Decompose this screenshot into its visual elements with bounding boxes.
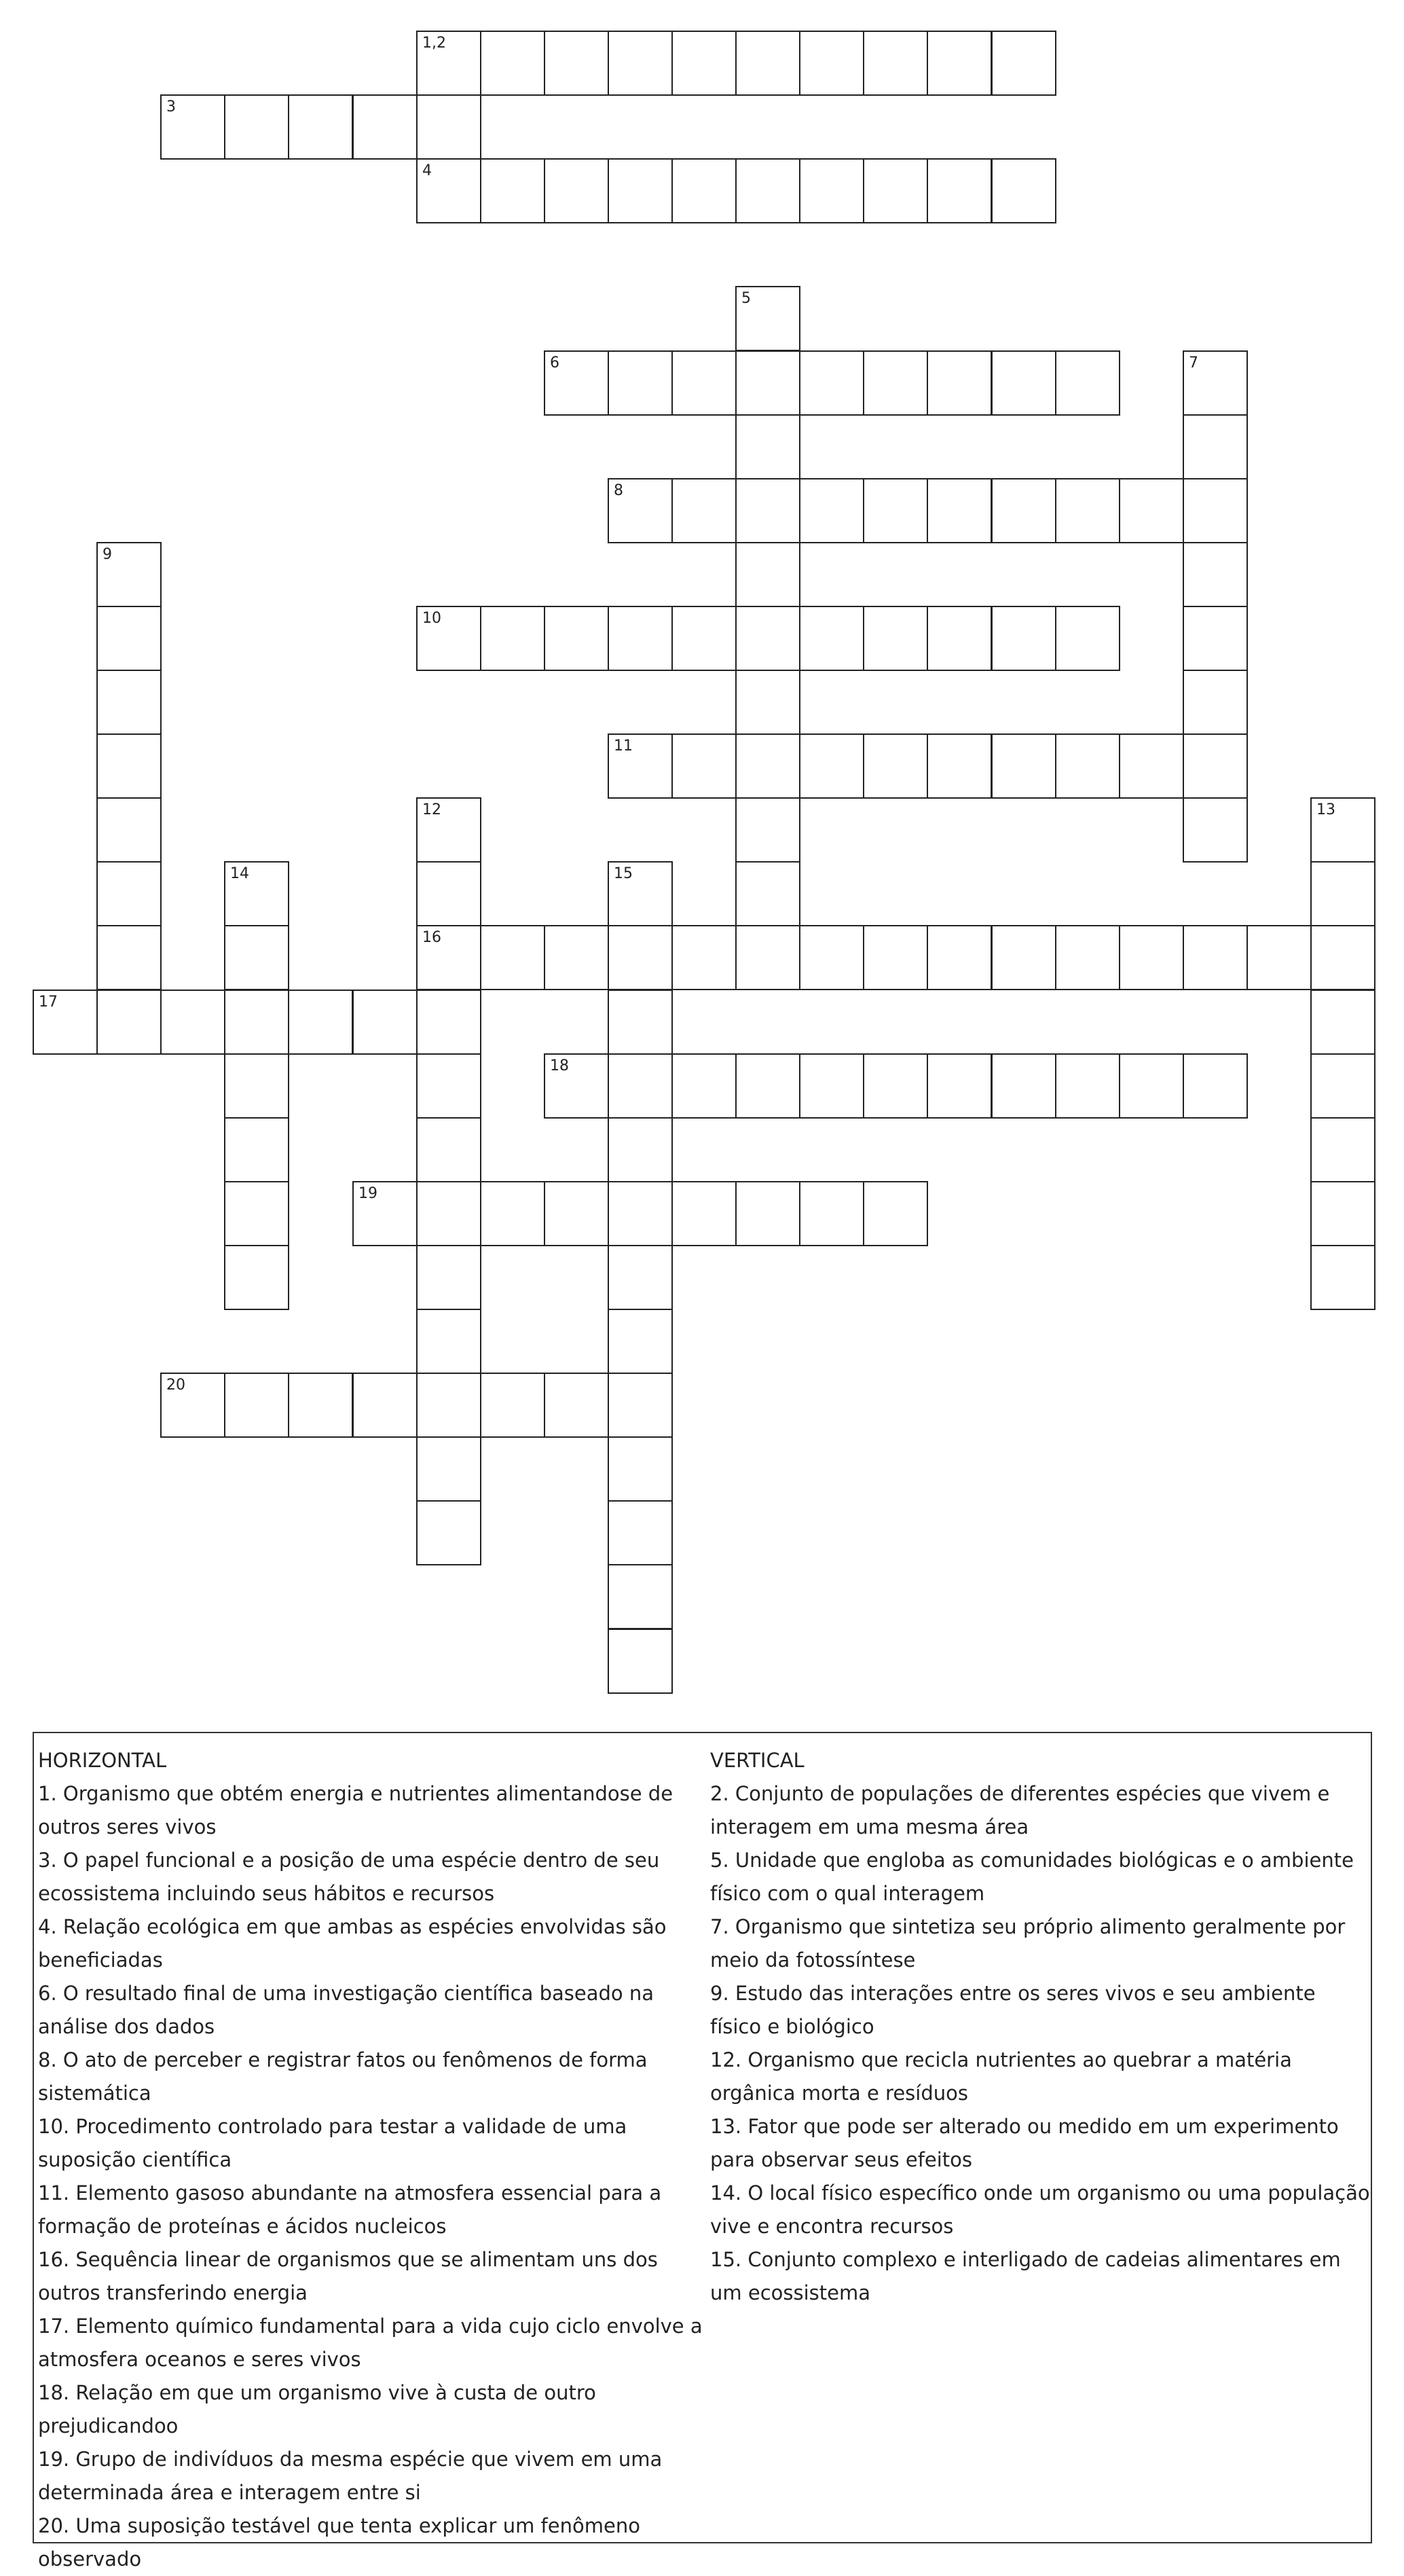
grid-cell[interactable] (608, 1373, 673, 1438)
grid-cell[interactable] (416, 990, 481, 1055)
clue-across: 20. Uma suposição testável que tenta explicar um fenômeno observado (38, 2514, 640, 2571)
grid-cell[interactable] (671, 1053, 737, 1119)
clue-across: 10. Procedimento controlado para testar a validade de uma suposição científica (38, 2115, 627, 2171)
clue-number: 11 (614, 738, 633, 755)
clue-number: 16 (422, 929, 441, 946)
across-clues-column (38, 1744, 703, 2576)
grid-cell[interactable] (991, 350, 1056, 416)
grid-cell[interactable] (480, 606, 545, 671)
grid-cell[interactable] (1310, 1117, 1375, 1182)
grid-cell[interactable] (991, 733, 1056, 799)
grid-cell[interactable] (544, 1373, 609, 1438)
grid-cell[interactable] (863, 606, 928, 671)
grid-cell[interactable] (1183, 606, 1248, 671)
grid-cell[interactable] (1055, 606, 1120, 671)
grid-cell[interactable] (608, 478, 673, 543)
grid-cell[interactable] (1183, 414, 1248, 479)
grid-cell[interactable] (480, 31, 545, 96)
grid-cell[interactable] (352, 1181, 418, 1246)
grid-cell[interactable] (735, 861, 800, 926)
grid-cell[interactable] (416, 1117, 481, 1182)
clue-across: 19. Grupo de indivíduos da mesma espécie que vivem em uma determinada área e interagem entre si (38, 2448, 663, 2504)
grid-cell[interactable] (1119, 1053, 1184, 1119)
grid-cell[interactable] (160, 94, 225, 160)
grid-cell[interactable] (1310, 1053, 1375, 1119)
grid-cell[interactable] (96, 861, 162, 926)
grid-cell[interactable] (608, 158, 673, 223)
grid-cell[interactable] (1183, 1053, 1248, 1119)
grid-cell[interactable] (1183, 797, 1248, 863)
grid-cell[interactable] (96, 606, 162, 671)
grid-cell[interactable] (1055, 733, 1120, 799)
grid-cell[interactable] (671, 1181, 737, 1246)
grid-cell[interactable] (671, 350, 737, 416)
grid-cell[interactable] (544, 350, 609, 416)
grid-cell[interactable] (224, 861, 289, 926)
grid-cell[interactable] (480, 1373, 545, 1438)
grid-cell[interactable] (1119, 733, 1184, 799)
grid-cell[interactable] (224, 1053, 289, 1119)
grid-cell[interactable] (1119, 478, 1184, 543)
clue-down: 14. O local físico específico onde um organismo ou uma população vive e encontra recursos (710, 2181, 1370, 2238)
grid-cell[interactable] (863, 31, 928, 96)
clue-across: 6. O resultado final de uma investigação científica baseado na análise dos dados (38, 1982, 654, 2038)
grid-cell[interactable] (991, 925, 1056, 990)
grid-cell[interactable] (544, 31, 609, 96)
grid-cell[interactable] (96, 733, 162, 799)
grid-cell[interactable] (799, 1181, 864, 1246)
clue-down: 5. Unidade que engloba as comunidades biológicas e o ambiente físico com o qual interagem (710, 1849, 1354, 1905)
grid-cell[interactable] (1183, 542, 1248, 607)
grid-cell[interactable] (1310, 797, 1375, 863)
clue-across: 17. Elemento químico fundamental para a vida cujo ciclo envolve a atmosfera oceanos e seres vivos (38, 2315, 703, 2371)
grid-cell[interactable] (1183, 733, 1248, 799)
grid-cell[interactable] (96, 670, 162, 735)
grid-cell[interactable] (416, 1373, 481, 1438)
grid-cell[interactable] (1310, 990, 1375, 1055)
grid-cell[interactable] (735, 797, 800, 863)
grid-cell[interactable] (863, 350, 928, 416)
grid-cell[interactable] (671, 925, 737, 990)
clue-number: 18 (550, 1057, 569, 1074)
grid-cell[interactable] (927, 1053, 992, 1119)
grid-cell[interactable] (416, 861, 481, 926)
grid-cell[interactable] (416, 606, 481, 671)
clues-box (33, 1732, 1372, 2571)
grid-cell[interactable] (416, 1053, 481, 1119)
grid-cell[interactable] (927, 158, 992, 223)
grid-cell[interactable] (735, 1053, 800, 1119)
grid-cell[interactable] (991, 1053, 1056, 1119)
grid-cell[interactable] (799, 31, 864, 96)
grid-cell[interactable] (863, 1181, 928, 1246)
clue-down: 15. Conjunto complexo e interligado de cadeias alimentares em um ecossistema (710, 2248, 1341, 2304)
grid-cell[interactable] (352, 1373, 418, 1438)
grid-cell[interactable] (33, 990, 98, 1055)
grid-cell[interactable] (544, 1181, 609, 1246)
clue-down: 13. Fator que pode ser alterado ou medido em um experimento para observar seus efeitos (710, 2115, 1339, 2171)
grid-cell[interactable] (799, 1053, 864, 1119)
clue-number: 15 (614, 865, 633, 882)
clue-number: 9 (103, 546, 112, 563)
grid-cell[interactable] (1246, 925, 1312, 990)
grid-cell[interactable] (1183, 350, 1248, 416)
grid-cell[interactable] (608, 1181, 673, 1246)
grid-cell[interactable] (608, 1117, 673, 1182)
grid-cell[interactable] (224, 1373, 289, 1438)
grid-cell[interactable] (96, 797, 162, 863)
grid-cell[interactable] (608, 990, 673, 1055)
grid-cell[interactable] (991, 31, 1056, 96)
grid-cell[interactable] (671, 606, 737, 671)
grid-cell[interactable] (544, 1053, 609, 1119)
grid-cell[interactable] (608, 1436, 673, 1502)
clue-across: 11. Elemento gasoso abundante na atmosfera essencial para a formação de proteínas e ácidos nucleicos (38, 2181, 662, 2238)
grid-cell[interactable] (288, 94, 353, 160)
clue-number: 7 (1189, 355, 1198, 371)
grid-cell[interactable] (224, 990, 289, 1055)
grid-cell[interactable] (1055, 478, 1120, 543)
grid-cell[interactable] (608, 1500, 673, 1565)
grid-cell[interactable] (927, 733, 992, 799)
grid-cell[interactable] (1119, 925, 1184, 990)
clue-number: 14 (230, 865, 249, 882)
grid-cell[interactable] (799, 925, 864, 990)
clue-number: 13 (1316, 801, 1335, 818)
grid-cell[interactable] (735, 670, 800, 735)
clue-down: 2. Conjunto de populações de diferentes espécies que vivem e interagem em uma mesma área (710, 1782, 1330, 1838)
clue-number: 20 (166, 1377, 185, 1394)
grid-cell[interactable] (1055, 925, 1120, 990)
grid-cell[interactable] (1055, 350, 1120, 416)
grid-cell[interactable] (608, 1309, 673, 1374)
grid-cell[interactable] (480, 1181, 545, 1246)
grid-cell[interactable] (735, 286, 800, 351)
grid-cell[interactable] (608, 31, 673, 96)
grid-cell[interactable] (735, 606, 800, 671)
grid-cell[interactable] (96, 542, 162, 607)
grid-cell[interactable] (160, 1373, 225, 1438)
grid-cell[interactable] (288, 990, 353, 1055)
grid-cell[interactable] (863, 1053, 928, 1119)
grid-cell[interactable] (224, 1117, 289, 1182)
grid-cell[interactable] (735, 158, 800, 223)
clue-number: 10 (422, 610, 441, 627)
grid-cell[interactable] (480, 158, 545, 223)
grid-cell[interactable] (927, 350, 992, 416)
clue-down: 9. Estudo das interações entre os seres vivos e seu ambiente físico e biológico (710, 1982, 1316, 2038)
grid-cell[interactable] (735, 350, 800, 416)
grid-cell[interactable] (671, 733, 737, 799)
grid-cell[interactable] (1310, 861, 1375, 926)
grid-cell[interactable] (799, 158, 864, 223)
grid-cell[interactable] (608, 925, 673, 990)
grid-cell[interactable] (416, 1245, 481, 1310)
grid-cell[interactable] (544, 925, 609, 990)
down-clues-column (710, 1744, 1370, 2310)
down-heading: VERTICAL (710, 1749, 805, 1772)
clue-number: 19 (358, 1185, 377, 1202)
grid-cell[interactable] (608, 861, 673, 926)
clue-across: 18. Relação em que um organismo vive à custa de outro prejudicandoo (38, 2381, 596, 2437)
grid-cell[interactable] (224, 94, 289, 160)
clue-across: 3. O papel funcional e a posição de uma espécie dentro de seu ecossistema incluindo seus hábitos e recursos (38, 1849, 660, 1905)
clue-number: 17 (39, 994, 58, 1011)
grid-cell[interactable] (416, 1436, 481, 1502)
clue-across: 8. O ato de perceber e registrar fatos ou fenômenos de forma sistemática (38, 2048, 648, 2105)
grid-cell[interactable] (991, 478, 1056, 543)
grid-cell[interactable] (608, 1629, 673, 1694)
grid-cell[interactable] (416, 1500, 481, 1565)
grid-cell[interactable] (416, 1181, 481, 1246)
grid-cell[interactable] (1310, 1181, 1375, 1246)
across-heading: HORIZONTAL (38, 1749, 167, 1772)
clue-number: 5 (741, 290, 751, 307)
grid-cell[interactable] (671, 478, 737, 543)
grid-cell[interactable] (352, 94, 418, 160)
grid-cell[interactable] (224, 1245, 289, 1310)
grid-cell[interactable] (735, 1181, 800, 1246)
grid-cell[interactable] (416, 1309, 481, 1374)
grid-cell[interactable] (735, 542, 800, 607)
grid-cell[interactable] (799, 478, 864, 543)
grid-cell[interactable] (1055, 1053, 1120, 1119)
clue-across: 1. Organismo que obtém energia e nutrientes alimentandose de outros seres vivos (38, 1782, 673, 1838)
grid-cell[interactable] (991, 158, 1056, 223)
grid-cell[interactable] (735, 478, 800, 543)
clue-number: 6 (550, 355, 559, 371)
grid-cell[interactable] (671, 31, 737, 96)
grid-cell[interactable] (1310, 1245, 1375, 1310)
grid-cell[interactable] (1183, 478, 1248, 543)
clue-number: 12 (422, 801, 441, 818)
clue-number: 4 (422, 162, 432, 179)
grid-cell[interactable] (863, 478, 928, 543)
grid-cell[interactable] (416, 158, 481, 223)
grid-cell[interactable] (608, 1053, 673, 1119)
grid-cell[interactable] (991, 606, 1056, 671)
grid-cell[interactable] (1183, 925, 1248, 990)
grid-cell[interactable] (927, 31, 992, 96)
grid-cell[interactable] (96, 990, 162, 1055)
grid-cell[interactable] (735, 925, 800, 990)
clue-down: 7. Organismo que sintetiza seu próprio alimento geralmente por meio da fotossíntese (710, 1915, 1346, 1972)
grid-cell[interactable] (863, 158, 928, 223)
clue-across: 16. Sequência linear de organismos que se alimentam uns dos outros transferindo energia (38, 2248, 658, 2304)
clue-across: 4. Relação ecológica em que ambas as espécies envolvidas são beneficiadas (38, 1915, 667, 1972)
grid-cell[interactable] (799, 606, 864, 671)
grid-cell[interactable] (608, 606, 673, 671)
grid-cell[interactable] (735, 733, 800, 799)
grid-cell[interactable] (544, 606, 609, 671)
grid-cell[interactable] (735, 414, 800, 479)
grid-cell[interactable] (608, 733, 673, 799)
grid-cell[interactable] (480, 925, 545, 990)
grid-cell[interactable] (799, 733, 864, 799)
grid-cell[interactable] (608, 350, 673, 416)
grid-cell[interactable] (608, 1245, 673, 1310)
grid-cell[interactable] (416, 94, 481, 160)
grid-cell[interactable] (416, 31, 481, 96)
grid-cell[interactable] (735, 31, 800, 96)
grid-cell[interactable] (224, 925, 289, 990)
clue-number: 8 (614, 482, 623, 499)
grid-cell[interactable] (544, 158, 609, 223)
grid-cell[interactable] (863, 733, 928, 799)
grid-cell[interactable] (224, 1181, 289, 1246)
grid-cell[interactable] (1310, 925, 1375, 990)
clue-number: 3 (166, 98, 176, 115)
grid-cell[interactable] (927, 925, 992, 990)
clue-number: 1,2 (422, 35, 446, 52)
grid-cell[interactable] (608, 1564, 673, 1629)
grid-cell[interactable] (416, 797, 481, 863)
grid-cell[interactable] (160, 990, 225, 1055)
grid-cell[interactable] (863, 925, 928, 990)
grid-cell[interactable] (1183, 670, 1248, 735)
grid-cell[interactable] (96, 925, 162, 990)
grid-cell[interactable] (927, 478, 992, 543)
grid-cell[interactable] (799, 350, 864, 416)
grid-cell[interactable] (671, 158, 737, 223)
grid-cell[interactable] (416, 925, 481, 990)
grid-cell[interactable] (288, 1373, 353, 1438)
grid-cell[interactable] (927, 606, 992, 671)
grid-cell[interactable] (352, 990, 418, 1055)
clue-down: 12. Organismo que recicla nutrientes ao quebrar a matéria orgânica morta e resíduos (710, 2048, 1292, 2105)
